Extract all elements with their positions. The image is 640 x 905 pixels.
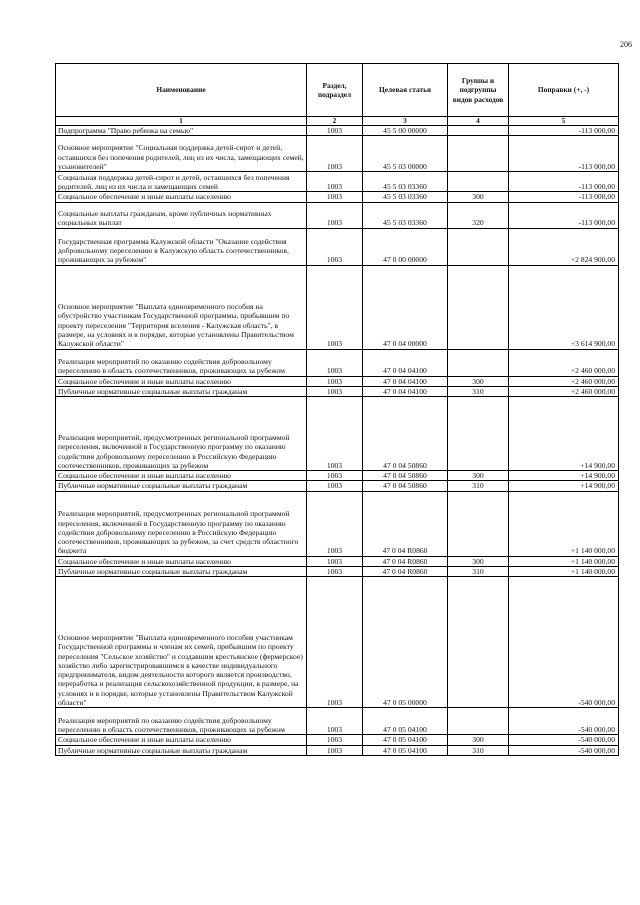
cell-name: Основное мероприятие "Выплата единовременного пособия на обустройство участникам Государственной программы, прибывшим по проекту переселения "Территория вселения - Калужская область", в размере, на условиях и в порядке, которые установлены Правительством Калужской области": [56, 265, 307, 349]
cell-group: [448, 708, 509, 735]
cell-name: Публичные нормативные социальные выплаты гражданам: [56, 567, 307, 577]
cell-amount: +14 900,00: [509, 397, 619, 471]
header-row: [56, 64, 619, 117]
cell-section: 1003: [307, 745, 363, 755]
cell-section: 1003: [307, 567, 363, 577]
column-number: 2: [307, 117, 363, 126]
cell-target: 47 0 04 04100: [363, 376, 448, 386]
cell-name: Социальная поддержка детей-сирот и детей, оставшихся без попечения родителей, лиц из их числа и замещающих семей: [56, 172, 307, 192]
column-number-row: [56, 117, 619, 126]
cell-amount: -540 000,00: [509, 577, 619, 708]
column-number: 3: [363, 117, 448, 126]
cell-section: 1003: [307, 481, 363, 491]
cell-target: 47 0 04 04100: [363, 349, 448, 376]
table-row: [56, 567, 619, 577]
cell-amount: +3 614 900,00: [509, 265, 619, 349]
table-row: [56, 126, 619, 136]
cell-name: Подпрограмма "Право ребенка на семью": [56, 126, 307, 136]
cell-name: Социальное обеспечение и иные выплаты населению: [56, 735, 307, 745]
cell-section: 1003: [307, 349, 363, 376]
cell-group: 320: [448, 202, 509, 228]
cell-amount: -113 000,00: [509, 172, 619, 192]
cell-target: 47 0 04 R0860: [363, 491, 448, 556]
page-number: 206: [620, 40, 632, 49]
cell-target: 45 5 03 00000: [363, 136, 448, 172]
cell-name: Социальные выплаты гражданам, кроме публичных нормативных социальных выплат: [56, 202, 307, 228]
column-number: 1: [56, 117, 307, 126]
cell-section: 1003: [307, 376, 363, 386]
cell-name: Социальное обеспечение и иные выплаты населению: [56, 192, 307, 202]
cell-group: 310: [448, 386, 509, 396]
cell-group: 300: [448, 735, 509, 745]
cell-target: 47 0 00 00000: [363, 228, 448, 265]
cell-target: 45 5 03 03360: [363, 202, 448, 228]
cell-target: 47 0 04 50860: [363, 481, 448, 491]
cell-group: [448, 349, 509, 376]
cell-section: 1003: [307, 471, 363, 481]
cell-name: Основное мероприятие "Выплата единовременного пособия участникам Государственной программы и членам их семей, прибывшим по проекту переселения "Сельское хозяйство" и создавшим крестьянское (фермерское) хозяйство либо зарегистрировавшимся в качестве индивидуального предпринимателя, видом деятельности которого является производство, переработка и реализация сельскохозяйственной продукции, в размере, на условиях и в порядке, которые установлены Правительством Калужской области": [56, 577, 307, 708]
cell-name: Социальное обеспечение и иные выплаты населению: [56, 471, 307, 481]
header-target: Целевая статья: [363, 64, 448, 117]
cell-amount: +1 140 000,00: [509, 556, 619, 566]
cell-target: 45 5 00 00000: [363, 126, 448, 136]
table-row: [56, 556, 619, 566]
cell-group: 300: [448, 556, 509, 566]
cell-section: 1003: [307, 136, 363, 172]
cell-amount: +2 460 000,00: [509, 386, 619, 396]
cell-group: 300: [448, 471, 509, 481]
cell-name: Реализация мероприятий, предусмотренных региональной программой переселения, включенной в Государственную программу по оказанию содействия добровольному переселению в Российскую Федерацию соотечественников, проживающих за рубежом, за счет средств областного бюджета: [56, 491, 307, 556]
table-row: [56, 376, 619, 386]
cell-amount: +14 900,00: [509, 481, 619, 491]
column-number: 4: [448, 117, 509, 126]
header-section: Раздел, подраздел: [307, 64, 363, 117]
table-row: [56, 265, 619, 349]
cell-group: [448, 397, 509, 471]
cell-name: Реализация мероприятий по оказанию содействия добровольному переселению в область соотечественников, проживающих за рубежом: [56, 349, 307, 376]
cell-name: Основное мероприятие "Социальная поддержка детей-сирот и детей, оставшихся без попечения родителей, лиц из их числа, замещающих семей, усыновителей": [56, 136, 307, 172]
cell-section: 1003: [307, 172, 363, 192]
cell-name: Реализация мероприятий, предусмотренных региональной программой переселения, включенной в Государственную программу по оказанию содействия добровольному переселению в Российскую Федерацию соотечественников, проживающих за рубежом: [56, 397, 307, 471]
table-row: [56, 192, 619, 202]
cell-amount: -540 000,00: [509, 745, 619, 755]
cell-section: 1003: [307, 202, 363, 228]
cell-section: 1003: [307, 556, 363, 566]
cell-section: 1003: [307, 735, 363, 745]
cell-amount: +2 460 000,00: [509, 376, 619, 386]
cell-target: 47 0 05 04100: [363, 735, 448, 745]
cell-amount: +1 140 000,00: [509, 567, 619, 577]
header-name: Наименование: [56, 64, 307, 117]
cell-name: Реализация мероприятий по оказанию содействия добровольному переселению в область соотечественников, проживающих за рубежом: [56, 708, 307, 735]
cell-target: 45 5 03 03360: [363, 192, 448, 202]
table-row: [56, 136, 619, 172]
cell-group: [448, 577, 509, 708]
cell-group: 300: [448, 376, 509, 386]
table-row: [56, 397, 619, 471]
cell-name: Публичные нормативные социальные выплаты гражданам: [56, 745, 307, 755]
cell-group: [448, 136, 509, 172]
header-groups: Группы и подгруппы видов расходов: [448, 64, 509, 117]
cell-group: 300: [448, 192, 509, 202]
table-row: [56, 202, 619, 228]
cell-amount: -113 000,00: [509, 192, 619, 202]
cell-group: [448, 126, 509, 136]
cell-target: 47 0 04 00000: [363, 265, 448, 349]
cell-amount: +2 824 900,00: [509, 228, 619, 265]
cell-amount: -540 000,00: [509, 735, 619, 745]
cell-target: 47 0 04 50860: [363, 471, 448, 481]
cell-target: 47 0 04 R0860: [363, 556, 448, 566]
table-row: [56, 491, 619, 556]
cell-section: 1003: [307, 491, 363, 556]
cell-target: 47 0 05 04100: [363, 708, 448, 735]
table-row: [56, 577, 619, 708]
cell-target: 47 0 04 04100: [363, 386, 448, 396]
header-amendments: Поправки (+, -): [509, 64, 619, 117]
cell-section: 1003: [307, 192, 363, 202]
cell-group: [448, 491, 509, 556]
column-number: 5: [509, 117, 619, 126]
table-row: [56, 735, 619, 745]
cell-amount: -113 000,00: [509, 202, 619, 228]
cell-name: Публичные нормативные социальные выплаты гражданам: [56, 481, 307, 491]
table-row: [56, 481, 619, 491]
table-row: [56, 471, 619, 481]
cell-target: 45 5 03 03360: [363, 172, 448, 192]
cell-name: Социальное обеспечение и иные выплаты населению: [56, 556, 307, 566]
cell-group: 310: [448, 567, 509, 577]
cell-target: 47 0 05 00000: [363, 577, 448, 708]
cell-amount: +1 140 000,00: [509, 491, 619, 556]
cell-group: [448, 265, 509, 349]
cell-group: 310: [448, 481, 509, 491]
cell-target: 47 0 04 50860: [363, 397, 448, 471]
cell-amount: -540 000,00: [509, 708, 619, 735]
cell-target: 47 0 04 R0860: [363, 567, 448, 577]
cell-amount: +2 460 000,00: [509, 349, 619, 376]
cell-section: 1003: [307, 265, 363, 349]
cell-group: [448, 228, 509, 265]
cell-section: 1003: [307, 708, 363, 735]
cell-section: 1003: [307, 397, 363, 471]
cell-amount: -113 000,00: [509, 136, 619, 172]
table-row: [56, 349, 619, 376]
cell-amount: +14 900,00: [509, 471, 619, 481]
cell-amount: -113 000,00: [509, 126, 619, 136]
cell-section: 1003: [307, 228, 363, 265]
cell-section: 1003: [307, 126, 363, 136]
table-row: [56, 708, 619, 735]
table-row: [56, 172, 619, 192]
cell-name: Публичные нормативные социальные выплаты гражданам: [56, 386, 307, 396]
cell-section: 1003: [307, 577, 363, 708]
budget-amendments-table: [55, 63, 619, 756]
table-row: [56, 228, 619, 265]
cell-section: 1003: [307, 386, 363, 396]
cell-group: 310: [448, 745, 509, 755]
table-row: [56, 745, 619, 755]
cell-name: Социальное обеспечение и иные выплаты населению: [56, 376, 307, 386]
table-row: [56, 386, 619, 396]
cell-group: [448, 172, 509, 192]
cell-name: Государственная программа Калужской области "Оказание содействия добровольному переселению в Калужскую область соотечественников, проживающих за рубежом": [56, 228, 307, 265]
cell-target: 47 0 05 04100: [363, 745, 448, 755]
